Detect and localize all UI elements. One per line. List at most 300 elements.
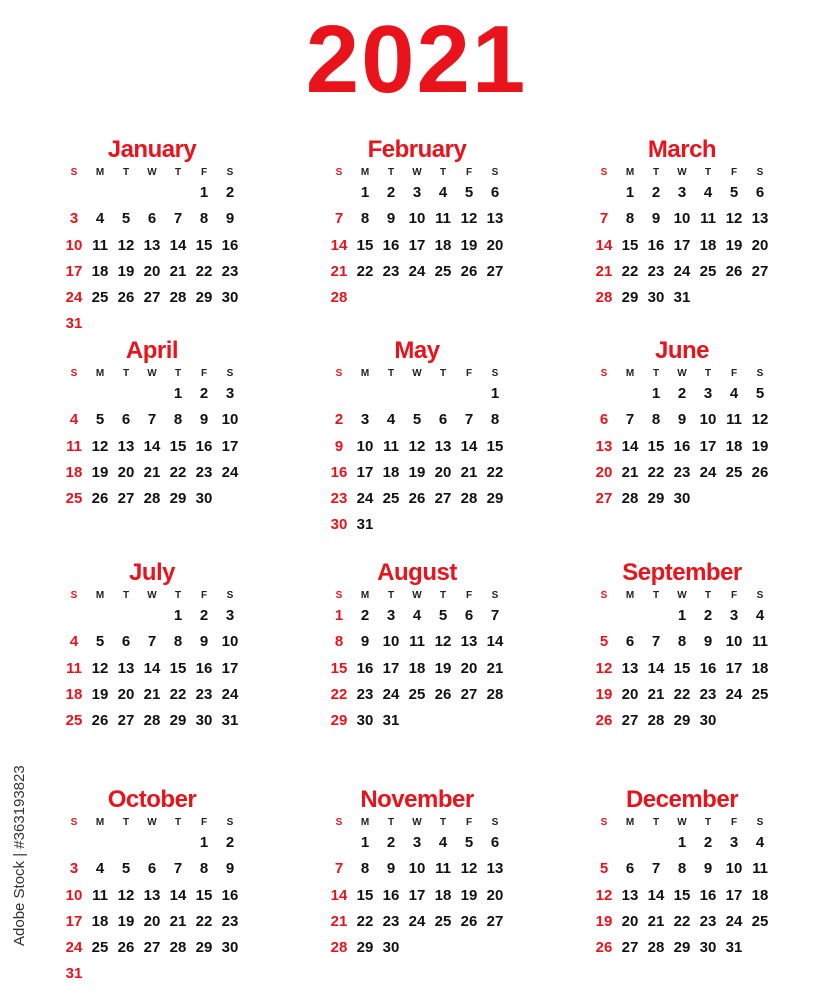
- sunday-day-cell: 18: [65, 463, 83, 481]
- month-july: [61, 559, 243, 734]
- day-cell: 26: [725, 262, 743, 280]
- day-cell: 19: [725, 236, 743, 254]
- weekday-header: S: [600, 167, 608, 178]
- sunday-day-cell: 5: [599, 860, 609, 878]
- weekday-header: T: [439, 368, 447, 379]
- day-cell: 23: [647, 262, 665, 280]
- day-cell: 22: [621, 262, 639, 280]
- weekday-header: T: [652, 368, 660, 379]
- weekday-header: S: [600, 817, 608, 828]
- day-cell: 8: [173, 411, 183, 429]
- day-cell: 6: [464, 607, 474, 624]
- weekday-header: W: [147, 368, 157, 379]
- day-cell: 17: [725, 886, 743, 904]
- empty-day-cell: [139, 830, 165, 856]
- weekday-header: T: [704, 167, 712, 178]
- sunday-day-cell: 8: [334, 633, 344, 651]
- day-cell: 16: [195, 437, 213, 455]
- weekday-header-row: [326, 589, 508, 603]
- day-cell: 8: [677, 633, 687, 651]
- empty-day-cell: [747, 285, 773, 311]
- day-cell: 6: [438, 411, 448, 429]
- weekday-header: T: [122, 368, 130, 379]
- month-january: [61, 136, 243, 338]
- empty-day-cell: [747, 935, 773, 961]
- day-cell: 29: [647, 490, 665, 508]
- empty-day-cell: [747, 708, 773, 734]
- day-cell: 16: [356, 659, 374, 677]
- empty-day-cell: [378, 512, 404, 538]
- month-may: [326, 337, 508, 539]
- day-cell: 17: [408, 236, 426, 254]
- day-cell: 3: [677, 184, 687, 201]
- empty-day-cell: [352, 285, 378, 311]
- empty-day-cell: [139, 311, 165, 337]
- day-cell: 24: [725, 912, 743, 930]
- month-name: March: [647, 136, 717, 163]
- day-cell: 23: [195, 463, 213, 481]
- empty-day-cell: [87, 830, 113, 856]
- day-cell: 27: [751, 262, 769, 280]
- empty-day-cell: [113, 603, 139, 629]
- weekday-header: W: [147, 590, 157, 601]
- day-cell: 17: [408, 886, 426, 904]
- day-cell: 1: [677, 607, 687, 624]
- day-cell: 2: [386, 184, 396, 201]
- empty-day-cell: [326, 830, 352, 856]
- day-cell: 10: [699, 411, 717, 429]
- weekday-header: F: [730, 590, 738, 601]
- week-row: [591, 434, 773, 460]
- empty-day-cell: [191, 961, 217, 987]
- weekday-header: T: [122, 167, 130, 178]
- day-cell: 15: [621, 236, 639, 254]
- day-cell: 6: [625, 860, 635, 878]
- day-cell: 30: [382, 939, 400, 957]
- empty-day-cell: [430, 285, 456, 311]
- week-row: [591, 259, 773, 285]
- week-row: [326, 233, 508, 259]
- weekday-header: F: [200, 590, 208, 601]
- day-cell: 14: [169, 236, 187, 254]
- month-february: [326, 136, 508, 311]
- week-row: [61, 708, 243, 734]
- weekday-header: M: [95, 817, 105, 828]
- empty-day-cell: [217, 486, 243, 512]
- day-cell: 29: [169, 490, 187, 508]
- empty-day-cell: [721, 708, 747, 734]
- weekday-header: F: [730, 368, 738, 379]
- weekday-header-row: [591, 589, 773, 603]
- day-cell: 20: [434, 463, 452, 481]
- day-cell: 9: [651, 210, 661, 228]
- day-cell: 20: [117, 463, 135, 481]
- day-cell: 14: [143, 437, 161, 455]
- day-cell: 19: [117, 912, 135, 930]
- weekday-header: W: [677, 368, 687, 379]
- empty-day-cell: [113, 961, 139, 987]
- day-cell: 11: [92, 886, 108, 904]
- day-cell: 22: [169, 685, 187, 703]
- day-cell: 24: [221, 685, 239, 703]
- day-cell: 30: [356, 712, 374, 730]
- empty-day-cell: [113, 311, 139, 337]
- empty-day-cell: [643, 603, 669, 629]
- sunday-day-cell: 21: [330, 912, 348, 930]
- day-cell: 2: [703, 834, 713, 851]
- day-cell: 13: [117, 659, 135, 677]
- empty-day-cell: [113, 830, 139, 856]
- day-cell: 18: [699, 236, 717, 254]
- day-cell: 22: [486, 463, 504, 481]
- weekday-header: S: [491, 817, 499, 828]
- weekday-header: W: [147, 817, 157, 828]
- day-cell: 26: [434, 685, 452, 703]
- day-cell: 1: [173, 385, 183, 402]
- week-row: [326, 285, 508, 311]
- empty-day-cell: [378, 285, 404, 311]
- sunday-day-cell: 7: [599, 210, 609, 228]
- week-row: [591, 486, 773, 512]
- empty-day-cell: [61, 381, 87, 407]
- day-cell: 21: [486, 659, 504, 677]
- empty-day-cell: [113, 381, 139, 407]
- day-cell: 1: [360, 184, 370, 201]
- day-cell: 25: [408, 685, 426, 703]
- day-cell: 13: [143, 236, 161, 254]
- day-cell: 11: [700, 210, 716, 228]
- day-cell: 15: [169, 437, 187, 455]
- weekday-header: T: [174, 167, 182, 178]
- empty-day-cell: [87, 311, 113, 337]
- week-row: [61, 486, 243, 512]
- day-cell: 17: [725, 659, 743, 677]
- week-row: [591, 830, 773, 856]
- day-cell: 28: [486, 685, 504, 703]
- day-cell: 11: [92, 236, 108, 254]
- day-cell: 27: [486, 262, 504, 280]
- weekday-header: S: [70, 167, 78, 178]
- day-cell: 9: [199, 411, 209, 429]
- day-cell: 27: [143, 289, 161, 307]
- day-cell: 4: [438, 184, 448, 201]
- week-row: [591, 682, 773, 708]
- day-cell: 4: [703, 184, 713, 201]
- empty-day-cell: [456, 512, 482, 538]
- weekday-header: S: [226, 817, 234, 828]
- day-cell: 13: [434, 437, 452, 455]
- month-october: [61, 786, 243, 988]
- day-cell: 1: [677, 834, 687, 851]
- day-cell: 16: [699, 886, 717, 904]
- day-cell: 6: [625, 633, 635, 651]
- day-cell: 7: [625, 411, 635, 429]
- week-row: [61, 830, 243, 856]
- weekday-header: M: [360, 368, 370, 379]
- day-cell: 18: [434, 886, 452, 904]
- day-cell: 1: [173, 607, 183, 624]
- empty-day-cell: [191, 311, 217, 337]
- day-cell: 13: [621, 659, 639, 677]
- day-cell: 12: [117, 886, 135, 904]
- day-cell: 2: [703, 607, 713, 624]
- day-cell: 18: [751, 659, 769, 677]
- weekday-header: W: [412, 590, 422, 601]
- empty-day-cell: [721, 285, 747, 311]
- week-row: [326, 935, 508, 961]
- week-row: [326, 856, 508, 882]
- day-cell: 5: [755, 385, 765, 402]
- sunday-day-cell: 31: [65, 315, 83, 333]
- day-cell: 26: [91, 490, 109, 508]
- day-cell: 5: [95, 411, 105, 429]
- day-cell: 25: [699, 262, 717, 280]
- day-cell: 29: [356, 939, 374, 957]
- weekday-header: T: [652, 817, 660, 828]
- weekday-header: S: [226, 590, 234, 601]
- weekday-header: T: [439, 167, 447, 178]
- day-cell: 10: [221, 411, 239, 429]
- weekday-header: F: [465, 817, 473, 828]
- day-cell: 23: [382, 262, 400, 280]
- day-cell: 6: [121, 633, 131, 651]
- empty-day-cell: [61, 603, 87, 629]
- day-cell: 24: [408, 912, 426, 930]
- day-cell: 2: [651, 184, 661, 201]
- day-cell: 3: [225, 385, 235, 402]
- week-row: [326, 708, 508, 734]
- weekday-header: T: [704, 817, 712, 828]
- day-cell: 30: [699, 712, 717, 730]
- day-cell: 3: [729, 607, 739, 624]
- day-cell: 8: [173, 633, 183, 651]
- empty-day-cell: [430, 381, 456, 407]
- week-row: [591, 656, 773, 682]
- day-cell: 3: [412, 184, 422, 201]
- day-cell: 18: [408, 659, 426, 677]
- empty-day-cell: [482, 512, 508, 538]
- empty-day-cell: [87, 180, 113, 206]
- day-cell: 2: [199, 607, 209, 624]
- day-cell: 24: [725, 685, 743, 703]
- weekday-header: F: [730, 817, 738, 828]
- weekday-header: M: [625, 167, 635, 178]
- sunday-day-cell: 22: [330, 685, 348, 703]
- weekday-header: S: [335, 817, 343, 828]
- day-cell: 8: [677, 860, 687, 878]
- weekday-header: F: [465, 368, 473, 379]
- weekday-header: F: [465, 590, 473, 601]
- weekday-header-row: [326, 367, 508, 381]
- day-cell: 13: [143, 886, 161, 904]
- weekday-header: F: [200, 167, 208, 178]
- weekday-header: T: [174, 368, 182, 379]
- sunday-day-cell: 26: [595, 712, 613, 730]
- empty-day-cell: [61, 180, 87, 206]
- day-cell: 20: [621, 685, 639, 703]
- week-row: [61, 285, 243, 311]
- day-cell: 6: [121, 411, 131, 429]
- month-november: [326, 786, 508, 961]
- day-cell: 24: [408, 262, 426, 280]
- day-cell: 13: [460, 633, 478, 651]
- day-cell: 27: [486, 912, 504, 930]
- sunday-day-cell: 4: [69, 633, 79, 651]
- day-cell: 22: [169, 463, 187, 481]
- empty-day-cell: [139, 180, 165, 206]
- day-cell: 22: [673, 912, 691, 930]
- day-cell: 28: [460, 490, 478, 508]
- sunday-day-cell: 2: [334, 411, 344, 429]
- week-row: [591, 883, 773, 909]
- day-cell: 23: [195, 685, 213, 703]
- day-cell: 31: [725, 939, 743, 957]
- day-cell: 21: [621, 463, 639, 481]
- weekday-header: M: [95, 167, 105, 178]
- empty-day-cell: [378, 381, 404, 407]
- week-row: [61, 656, 243, 682]
- weekday-header: S: [335, 368, 343, 379]
- day-cell: 12: [725, 210, 743, 228]
- sunday-day-cell: 19: [595, 685, 613, 703]
- day-cell: 15: [673, 659, 691, 677]
- day-cell: 30: [221, 939, 239, 957]
- sunday-day-cell: 7: [334, 210, 344, 228]
- sunday-day-cell: 9: [334, 437, 344, 455]
- day-cell: 20: [117, 685, 135, 703]
- sunday-day-cell: 13: [595, 437, 613, 455]
- week-row: [326, 830, 508, 856]
- week-row: [591, 206, 773, 232]
- week-row: [591, 381, 773, 407]
- sunday-day-cell: 21: [330, 262, 348, 280]
- sunday-day-cell: 28: [330, 289, 348, 307]
- day-cell: 18: [91, 262, 109, 280]
- day-cell: 15: [647, 437, 665, 455]
- day-cell: 16: [647, 236, 665, 254]
- day-cell: 9: [703, 860, 713, 878]
- day-cell: 15: [356, 236, 374, 254]
- day-cell: 20: [621, 912, 639, 930]
- day-cell: 10: [382, 633, 400, 651]
- day-cell: 26: [460, 262, 478, 280]
- empty-day-cell: [139, 961, 165, 987]
- weekday-header: S: [70, 368, 78, 379]
- day-cell: 28: [169, 939, 187, 957]
- day-cell: 20: [143, 912, 161, 930]
- empty-day-cell: [165, 830, 191, 856]
- day-cell: 23: [221, 262, 239, 280]
- empty-day-cell: [165, 311, 191, 337]
- weekday-header: W: [147, 167, 157, 178]
- day-cell: 22: [195, 912, 213, 930]
- day-cell: 15: [169, 659, 187, 677]
- day-cell: 22: [356, 262, 374, 280]
- weekday-header-row: [61, 589, 243, 603]
- weekday-header: M: [360, 167, 370, 178]
- day-cell: 10: [725, 633, 743, 651]
- day-cell: 25: [91, 289, 109, 307]
- day-cell: 23: [699, 912, 717, 930]
- weekday-header: F: [200, 817, 208, 828]
- empty-day-cell: [352, 381, 378, 407]
- day-cell: 3: [412, 834, 422, 851]
- day-cell: 8: [199, 210, 209, 228]
- empty-day-cell: [217, 961, 243, 987]
- empty-day-cell: [643, 830, 669, 856]
- week-row: [61, 961, 243, 987]
- day-cell: 25: [751, 912, 769, 930]
- day-cell: 7: [651, 860, 661, 878]
- day-cell: 7: [464, 411, 474, 429]
- day-cell: 26: [408, 490, 426, 508]
- day-cell: 11: [435, 210, 451, 228]
- day-cell: 8: [199, 860, 209, 878]
- day-cell: 10: [408, 210, 426, 228]
- week-row: [591, 856, 773, 882]
- week-row: [591, 708, 773, 734]
- day-cell: 6: [147, 210, 157, 228]
- week-row: [326, 180, 508, 206]
- day-cell: 18: [751, 886, 769, 904]
- day-cell: 31: [382, 712, 400, 730]
- weekday-header: W: [677, 590, 687, 601]
- day-cell: 6: [755, 184, 765, 201]
- day-cell: 9: [199, 633, 209, 651]
- week-row: [326, 682, 508, 708]
- empty-day-cell: [404, 708, 430, 734]
- week-row: [326, 407, 508, 433]
- watermark-stock-id: Adobe Stock | #363193823: [11, 765, 28, 946]
- day-cell: 25: [434, 912, 452, 930]
- day-cell: 4: [729, 385, 739, 402]
- sunday-day-cell: 28: [330, 939, 348, 957]
- day-cell: 1: [360, 834, 370, 851]
- day-cell: 13: [486, 210, 504, 228]
- month-name: May: [394, 337, 440, 364]
- week-row: [61, 434, 243, 460]
- empty-day-cell: [456, 708, 482, 734]
- day-cell: 7: [173, 210, 183, 228]
- sunday-day-cell: 14: [330, 236, 348, 254]
- day-cell: 17: [221, 437, 239, 455]
- weekday-header: M: [360, 590, 370, 601]
- day-cell: 24: [221, 463, 239, 481]
- day-cell: 10: [725, 860, 743, 878]
- week-row: [326, 656, 508, 682]
- day-cell: 31: [356, 516, 374, 534]
- sunday-day-cell: 31: [65, 965, 83, 983]
- week-row: [61, 856, 243, 882]
- day-cell: 3: [703, 385, 713, 402]
- sunday-day-cell: 20: [595, 463, 613, 481]
- empty-day-cell: [430, 512, 456, 538]
- day-cell: 4: [755, 607, 765, 624]
- weekday-header: S: [226, 368, 234, 379]
- day-cell: 21: [647, 685, 665, 703]
- day-cell: 3: [225, 607, 235, 624]
- sunday-day-cell: 17: [65, 912, 83, 930]
- day-cell: 4: [412, 607, 422, 624]
- day-cell: 28: [621, 490, 639, 508]
- sunday-day-cell: 16: [330, 463, 348, 481]
- sunday-day-cell: 24: [65, 939, 83, 957]
- day-cell: 27: [143, 939, 161, 957]
- week-row: [591, 180, 773, 206]
- sunday-day-cell: 12: [595, 659, 613, 677]
- month-december: [591, 786, 773, 961]
- empty-day-cell: [165, 961, 191, 987]
